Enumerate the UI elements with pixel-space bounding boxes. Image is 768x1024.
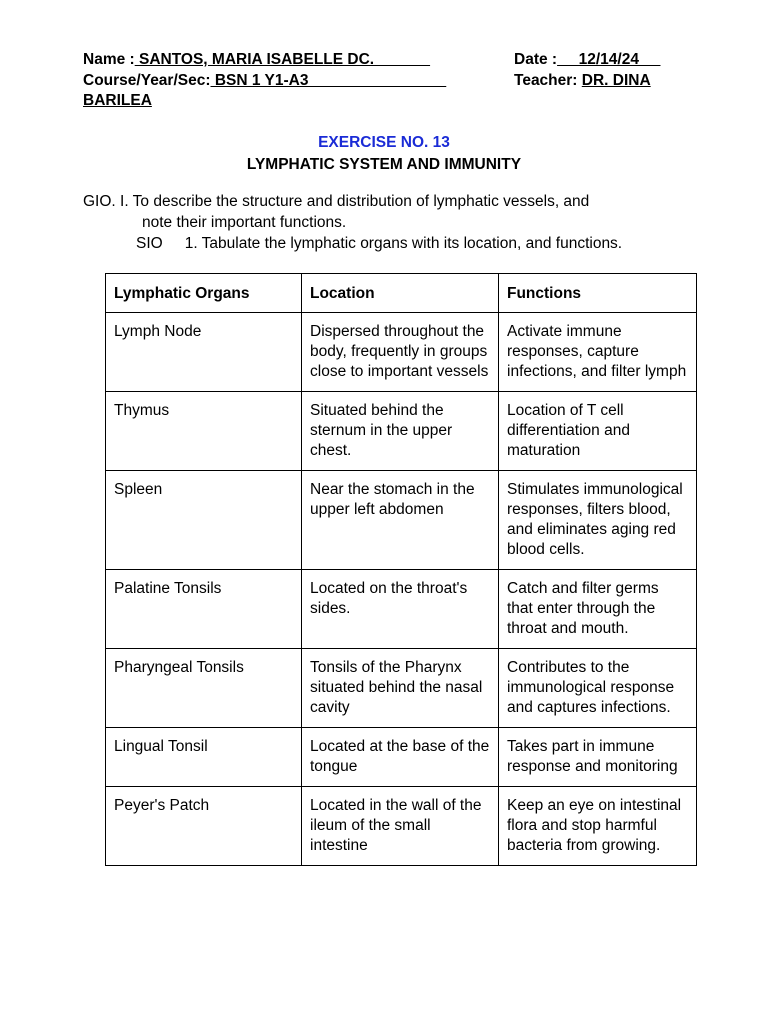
location-cell: Tonsils of the Pharynx situated behind the nasal cavity bbox=[302, 649, 499, 728]
gio-line-2: note their important functions. bbox=[142, 214, 347, 231]
teacher-block bbox=[514, 71, 651, 92]
organ-cell: Pharyngeal Tonsils bbox=[106, 649, 302, 728]
location-cell: Located in the wall of the ileum of the small intestine bbox=[302, 787, 499, 866]
table-row bbox=[106, 471, 697, 570]
table-header-row bbox=[106, 274, 697, 313]
header-row-1 bbox=[83, 50, 683, 71]
function-cell: Keep an eye on intestinal flora and stop harmful bacteria from growing. bbox=[499, 787, 697, 866]
date-block bbox=[514, 50, 660, 71]
organ-cell: Lingual Tonsil bbox=[106, 728, 302, 787]
organ-cell: Spleen bbox=[106, 471, 302, 570]
organ-cell: Thymus bbox=[106, 392, 302, 471]
organ-cell: Palatine Tonsils bbox=[106, 570, 302, 649]
function-cell: Location of T cell differentiation and maturation bbox=[499, 392, 697, 471]
teacher-label: Teacher: bbox=[514, 71, 582, 89]
exercise-subtitle: LYMPHATIC SYSTEM AND IMMUNITY bbox=[246, 156, 522, 173]
location-cell: Near the stomach in the upper left abdomen bbox=[302, 471, 499, 570]
function-cell: Activate immune responses, capture infections, and filter lymph bbox=[499, 313, 697, 392]
objectives bbox=[83, 191, 703, 254]
lymphatic-organs-table bbox=[105, 273, 697, 866]
table-row bbox=[106, 570, 697, 649]
teacher-value-line2: BARILEA bbox=[83, 92, 152, 109]
name-value: SANTOS, MARIA ISABELLE DC. bbox=[134, 51, 431, 68]
organ-cell: Peyer's Patch bbox=[106, 787, 302, 866]
function-cell: Catch and filter germs that enter through the throat and mouth. bbox=[499, 570, 697, 649]
date-value: 12/14/24 bbox=[557, 51, 661, 68]
location-cell: Dispersed throughout the body, frequently in groups close to important vessels bbox=[302, 313, 499, 392]
location-cell: Located on the throat's sides. bbox=[302, 570, 499, 649]
function-cell: Stimulates immunological responses, filters blood, and eliminates aging red blood cells. bbox=[499, 471, 697, 570]
table-row bbox=[106, 313, 697, 392]
header-location: Location bbox=[302, 274, 499, 313]
exercise-title: EXERCISE NO. 13 bbox=[318, 134, 450, 151]
table-row bbox=[106, 649, 697, 728]
course-label: Course/Year/Sec: bbox=[83, 71, 211, 89]
organ-cell: Lymph Node bbox=[106, 313, 302, 392]
sio-text: 1. Tabulate the lymphatic organs with its location, and functions. bbox=[184, 235, 623, 252]
document-header bbox=[83, 50, 683, 112]
table-row bbox=[106, 787, 697, 866]
location-cell: Situated behind the sternum in the upper chest. bbox=[302, 392, 499, 471]
sio-label: SIO bbox=[136, 235, 163, 252]
teacher-value-line1: DR. DINA bbox=[581, 71, 651, 89]
course-value: BSN 1 Y1-A3 bbox=[210, 71, 447, 89]
header-functions: Functions bbox=[499, 274, 697, 313]
header-row-2 bbox=[83, 71, 683, 92]
function-cell: Contributes to the immunological response and captures infections. bbox=[499, 649, 697, 728]
date-label: Date : bbox=[514, 51, 558, 68]
table-row bbox=[106, 728, 697, 787]
header-lymphatic-organs: Lymphatic Organs bbox=[106, 274, 302, 313]
function-cell: Takes part in immune response and monitoring bbox=[499, 728, 697, 787]
table-row bbox=[106, 392, 697, 471]
name-label: Name : bbox=[83, 51, 135, 68]
location-cell: Located at the base of the tongue bbox=[302, 728, 499, 787]
header-row-3 bbox=[83, 91, 683, 112]
gio-line-1: GIO. I. To describe the structure and distribution of lymphatic vessels, and bbox=[83, 193, 590, 210]
sio-line bbox=[83, 233, 703, 254]
